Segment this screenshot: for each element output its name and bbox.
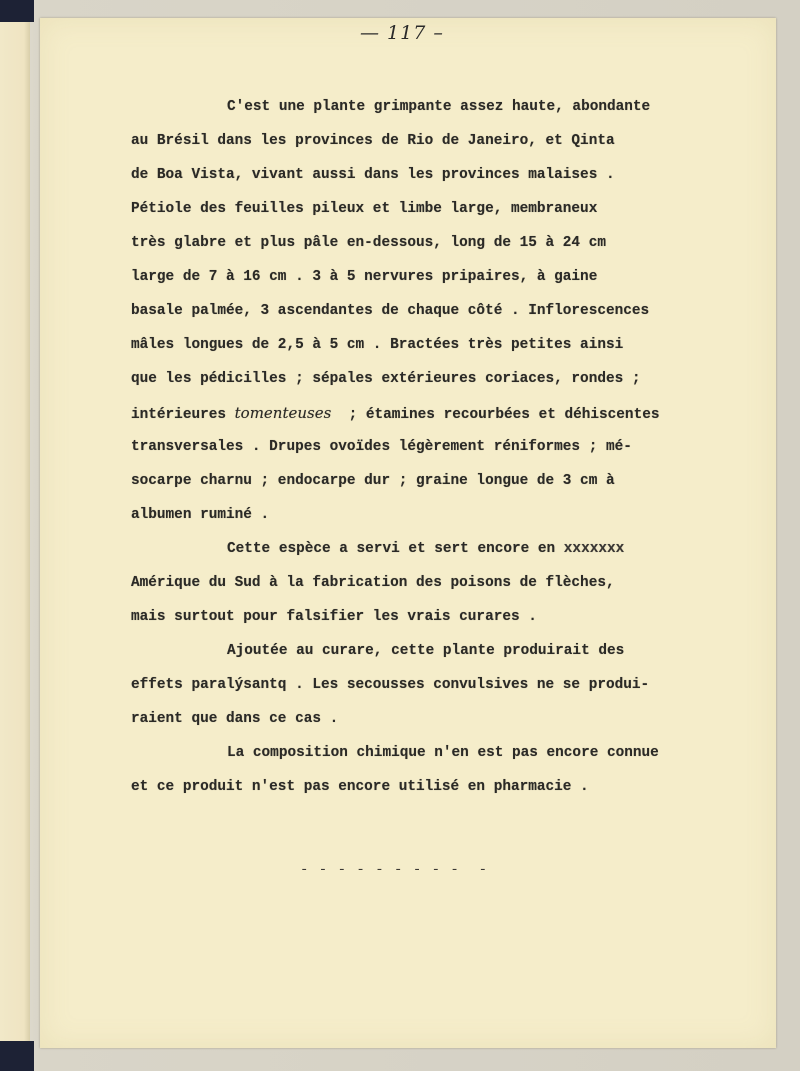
text-line: effets paralýsantq . Les secousses convulsives ne se produi-: [131, 677, 650, 693]
text-line: Pétiole des feuilles pileux et limbe large, membraneux: [131, 201, 598, 217]
text-line: Amérique du Sud à la fabrication des poisons de flèches,: [131, 575, 615, 591]
binding-cover-bottom: [0, 1041, 34, 1071]
text-line: socarpe charnu ; endocarpe dur ; graine longue de 3 cm à: [131, 473, 615, 489]
text-line: mâles longues de 2,5 à 5 cm . Bractées très petites ainsi: [131, 337, 624, 353]
text-line: raient que dans ce cas .: [131, 711, 339, 727]
text-line: large de 7 à 16 cm . 3 à 5 nervures pripaires, à gaine: [131, 269, 598, 285]
text-line-with-annotation: [131, 396, 731, 430]
text-line: que les pédicilles ; sépales extérieures coriaces, rondes ;: [131, 371, 641, 387]
typed-text-body: [131, 90, 731, 804]
closing-separator: - - - - - - - - - -: [300, 862, 489, 878]
struck-out-word: xxxxxxx: [563, 541, 625, 557]
text-line-with-strikeout: [131, 532, 731, 566]
handwritten-insertion: tomenteuses: [234, 404, 332, 422]
text-line: très glabre et plus pâle en-dessous, long de 15 à 24 cm: [131, 235, 606, 251]
book-binding: [0, 0, 30, 1071]
page-number: — 117 –: [360, 22, 444, 44]
text-segment: Cette espèce a servi et sert encore en: [227, 541, 564, 557]
text-segment: ; étamines recourbées et déhiscentes: [331, 407, 660, 423]
text-line: La composition chimique n'en est pas encore connue: [227, 745, 659, 761]
text-line: albumen ruminé .: [131, 507, 270, 523]
text-line: transversales . Drupes ovoïdes légèrement réniformes ; mé-: [131, 439, 632, 455]
binding-cover-top: [0, 0, 34, 22]
text-line: C'est une plante grimpante assez haute, abondante: [227, 99, 651, 115]
text-line: et ce produit n'est pas encore utilisé en pharmacie .: [131, 779, 589, 795]
text-segment: intérieures: [131, 407, 235, 423]
text-line: Ajoutée au curare, cette plante produirait des: [227, 643, 625, 659]
text-line: mais surtout pour falsifier les vrais curares .: [131, 609, 537, 625]
text-line: au Brésil dans les provinces de Rio de Janeiro, et Qinta: [131, 133, 615, 149]
text-line: de Boa Vista, vivant aussi dans les provinces malaises .: [131, 167, 615, 183]
text-line: basale palmée, 3 ascendantes de chaque côté . Inflorescences: [131, 303, 650, 319]
